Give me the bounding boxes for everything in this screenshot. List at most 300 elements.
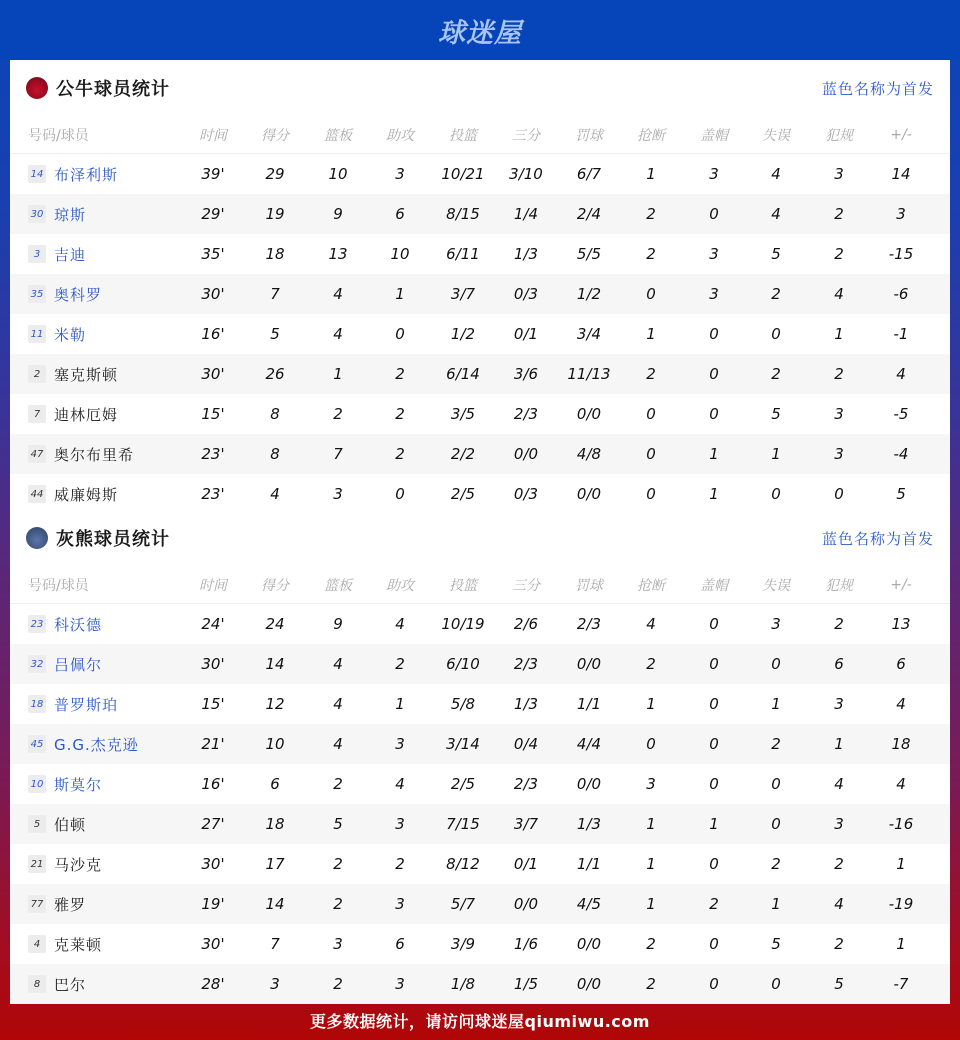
stat-cell: 0: [709, 695, 719, 713]
player-row[interactable]: [10, 154, 950, 194]
stat-cell: 2: [771, 735, 781, 753]
stat-cell: 4: [646, 615, 656, 633]
stat-cell: 2: [646, 205, 656, 223]
stat-cell: 13: [891, 615, 911, 633]
stat-cell: 4: [834, 895, 844, 913]
stat-cell: 0: [646, 735, 656, 753]
stat-cell: 2/3: [513, 655, 539, 673]
stat-cell: 2: [834, 245, 844, 263]
stat-cell: 0: [771, 775, 781, 793]
player-row[interactable]: [10, 194, 950, 234]
stat-cell: 2/2: [450, 445, 476, 463]
column-header: 三分: [512, 577, 540, 594]
stat-cell: 5/7: [450, 895, 476, 913]
column-header: 投篮: [449, 577, 477, 594]
stat-cell: 30': [201, 855, 225, 873]
stat-cell: 21': [201, 735, 225, 753]
stat-cell: 1/5: [513, 975, 539, 993]
starter-legend-note: 蓝色名称为首发: [821, 529, 934, 548]
column-header: 时间: [199, 577, 227, 594]
stat-cell: 13: [328, 245, 348, 263]
player-row[interactable]: [10, 884, 950, 924]
jersey-number-badge: 32: [28, 655, 46, 673]
stat-cell: 16': [201, 325, 225, 343]
stat-cell: 15': [201, 405, 225, 423]
jersey-number-badge: 4: [28, 935, 46, 953]
stat-cell: 4: [834, 285, 844, 303]
stat-cell: -16: [888, 815, 914, 833]
stat-cell: 1/4: [513, 205, 539, 223]
stat-cell: 1: [709, 485, 719, 503]
stat-cell: 23': [201, 485, 225, 503]
stat-cell: 2/4: [576, 205, 602, 223]
player-name-link[interactable]: 伯顿: [54, 815, 87, 834]
site-logo: 球迷屋: [438, 17, 522, 49]
player-cell: [10, 694, 185, 715]
stat-cell: 4: [834, 775, 844, 793]
player-name-link[interactable]: 普罗斯珀: [54, 695, 119, 714]
stat-cell: 3: [834, 445, 844, 463]
player-name-link[interactable]: 布泽利斯: [54, 165, 119, 184]
stat-cell: 2: [646, 245, 656, 263]
player-cell: [10, 364, 185, 385]
player-cell: [10, 774, 185, 795]
stat-cell: 2: [771, 365, 781, 383]
stat-cell: 3: [333, 935, 343, 953]
stat-cell: 4: [333, 735, 343, 753]
stat-cell: 0: [646, 445, 656, 463]
player-row[interactable]: [10, 804, 950, 844]
stat-cell: 4: [896, 695, 906, 713]
stat-cell: 29: [265, 165, 285, 183]
jersey-number-badge: 2: [28, 365, 46, 383]
stat-cell: 4: [270, 485, 280, 503]
stat-cell: 2: [646, 975, 656, 993]
stat-cell: 30': [201, 285, 225, 303]
stat-cell: 2: [646, 935, 656, 953]
player-name-link[interactable]: 威廉姆斯: [54, 485, 119, 504]
player-name-link[interactable]: 雅罗: [54, 895, 87, 914]
stat-cell: 1/1: [576, 695, 602, 713]
stat-cell: 1: [771, 695, 781, 713]
stat-cell: 3/7: [450, 285, 476, 303]
stat-cell: 24: [265, 615, 285, 633]
stat-cell: 2: [395, 855, 405, 873]
stat-cell: 2: [834, 935, 844, 953]
stat-cell: 30': [201, 935, 225, 953]
grizzlies-logo-icon: [26, 527, 48, 549]
stat-cell: 1/3: [576, 815, 602, 833]
stat-cell: 5: [270, 325, 280, 343]
stat-cell: 30': [201, 655, 225, 673]
stat-cell: 2: [333, 405, 343, 423]
player-row[interactable]: [10, 354, 950, 394]
stat-cell: 1: [709, 445, 719, 463]
stat-cell: 3/6: [513, 365, 539, 383]
stat-cell: 1: [834, 735, 844, 753]
stat-cell: 2: [834, 205, 844, 223]
stat-cell: 15': [201, 695, 225, 713]
stat-cell: 6/7: [576, 165, 602, 183]
player-name-link[interactable]: 吕佩尔: [54, 655, 103, 674]
stat-cell: 0: [709, 325, 719, 343]
stat-cell: 0: [771, 485, 781, 503]
stat-cell: 7/15: [446, 815, 480, 833]
player-row[interactable]: [10, 434, 950, 474]
player-name-link[interactable]: 马沙克: [54, 855, 103, 874]
player-name-link[interactable]: 琼斯: [54, 205, 87, 224]
stat-cell: 3/9: [450, 935, 476, 953]
stat-cell: 3: [395, 165, 405, 183]
stat-cell: 0/0: [576, 485, 602, 503]
stat-cell: 1/3: [513, 695, 539, 713]
stat-cell: 7: [333, 445, 343, 463]
player-row[interactable]: [10, 234, 950, 274]
stat-cell: 3: [395, 975, 405, 993]
stat-cell: 2: [771, 285, 781, 303]
jersey-number-badge: 7: [28, 405, 46, 423]
stat-cell: 0: [771, 325, 781, 343]
stat-cell: 1/1: [576, 855, 602, 873]
player-name-link[interactable]: 米勒: [54, 325, 87, 344]
stat-cell: 2: [395, 445, 405, 463]
team-stats-title: 公牛球员统计: [56, 79, 170, 100]
stat-cell: 1: [896, 855, 906, 873]
jersey-number-badge: 35: [28, 285, 46, 303]
stat-cell: 3/7: [513, 815, 539, 833]
stat-cell: 6: [834, 655, 844, 673]
player-name-link[interactable]: 奥科罗: [54, 285, 103, 304]
column-header: 犯规: [825, 127, 853, 144]
stat-cell: -5: [893, 405, 909, 423]
stat-cell: 2/3: [513, 775, 539, 793]
stat-cell: 0: [709, 655, 719, 673]
stat-cell: 0/1: [513, 855, 539, 873]
player-row[interactable]: [10, 644, 950, 684]
player-row[interactable]: [10, 844, 950, 884]
stat-cell: 3: [834, 405, 844, 423]
stat-cell: 4: [771, 205, 781, 223]
player-name-link[interactable]: 奥尔布里希: [54, 445, 135, 464]
stat-cell: 4/5: [576, 895, 602, 913]
stat-cell: 2: [834, 615, 844, 633]
player-cell: [10, 244, 185, 265]
stat-cell: 2: [333, 895, 343, 913]
column-header: 助攻: [386, 127, 414, 144]
stat-cell: 3: [395, 735, 405, 753]
stat-cell: 0: [395, 325, 405, 343]
player-cell: [10, 404, 185, 425]
column-header: 三分: [512, 127, 540, 144]
column-header-player: 号码/球员: [28, 577, 89, 594]
jersey-number-badge: 3: [28, 245, 46, 263]
stat-cell: 3: [270, 975, 280, 993]
jersey-number-badge: 44: [28, 485, 46, 503]
stat-cell: 0: [709, 975, 719, 993]
column-header: 罚球: [575, 127, 603, 144]
grizzlies-section: [10, 510, 950, 1004]
stat-cell: 0: [709, 935, 719, 953]
player-row[interactable]: [10, 394, 950, 434]
stat-cell: 0: [395, 485, 405, 503]
stat-cell: 10: [390, 245, 410, 263]
stat-cell: 7: [270, 285, 280, 303]
stat-cell: 19': [201, 895, 225, 913]
stat-cell: 1: [646, 695, 656, 713]
table-header-row: [10, 566, 950, 604]
stat-cell: 2: [834, 855, 844, 873]
stat-cell: 0/0: [576, 655, 602, 673]
stat-cell: 1/2: [450, 325, 476, 343]
player-cell: [10, 934, 185, 955]
stat-cell: 6: [896, 655, 906, 673]
stat-cell: 3/5: [450, 405, 476, 423]
stat-cell: 0/3: [513, 285, 539, 303]
stat-cell: 1: [771, 895, 781, 913]
stat-cell: 4: [333, 655, 343, 673]
player-row[interactable]: [10, 314, 950, 354]
stat-cell: 4: [896, 775, 906, 793]
stat-cell: 3: [395, 815, 405, 833]
stat-cell: 28': [201, 975, 225, 993]
player-row[interactable]: [10, 684, 950, 724]
stat-cell: 23': [201, 445, 225, 463]
stats-card: [10, 60, 950, 1000]
player-cell: [10, 484, 185, 505]
stat-cell: 6: [270, 775, 280, 793]
footer-banner[interactable]: [0, 1000, 960, 1040]
jersey-number-badge: 23: [28, 615, 46, 633]
column-header: +/-: [890, 126, 912, 143]
jersey-number-badge: 11: [28, 325, 46, 343]
stat-cell: 29': [201, 205, 225, 223]
stat-cell: 0/1: [513, 325, 539, 343]
stat-cell: 5: [896, 485, 906, 503]
stat-cell: 6/14: [446, 365, 480, 383]
stat-cell: 35': [201, 245, 225, 263]
player-row[interactable]: [10, 964, 950, 1004]
stat-cell: 4: [395, 775, 405, 793]
stat-cell: 1/8: [450, 975, 476, 993]
stat-cell: 14: [265, 655, 285, 673]
stat-cell: 4: [395, 615, 405, 633]
stat-cell: 10: [328, 165, 348, 183]
top-bar: [0, 0, 960, 60]
jersey-number-badge: 8: [28, 975, 46, 993]
column-header: 犯规: [825, 577, 853, 594]
player-cell: [10, 814, 185, 835]
player-row[interactable]: [10, 604, 950, 644]
stat-cell: 0: [709, 735, 719, 753]
section-title: [26, 525, 170, 551]
stat-cell: 1/3: [513, 245, 539, 263]
stat-cell: -1: [893, 325, 909, 343]
stat-cell: 3/4: [576, 325, 602, 343]
stat-cell: 18: [891, 735, 911, 753]
column-header: 盖帽: [700, 127, 728, 144]
stat-cell: 1: [395, 695, 405, 713]
player-cell: [10, 324, 185, 345]
stat-cell: 3/14: [446, 735, 480, 753]
stat-cell: 2/5: [450, 775, 476, 793]
stat-cell: 0: [709, 775, 719, 793]
stat-cell: 12: [265, 695, 285, 713]
stat-cell: 2: [333, 855, 343, 873]
stat-cell: 3: [709, 245, 719, 263]
player-cell: [10, 974, 185, 995]
stat-cell: -15: [888, 245, 914, 263]
stat-cell: 3: [771, 615, 781, 633]
jersey-number-badge: 30: [28, 205, 46, 223]
stat-cell: 10/21: [441, 165, 485, 183]
player-cell: [10, 894, 185, 915]
player-row[interactable]: [10, 764, 950, 804]
stat-cell: 8/12: [446, 855, 480, 873]
stat-cell: 11/13: [567, 365, 611, 383]
stat-cell: 8: [270, 405, 280, 423]
jersey-number-badge: 10: [28, 775, 46, 793]
player-cell: [10, 734, 185, 755]
footer-text[interactable]: 更多数据统计，请访问球迷屋qiumiwu.com: [310, 1011, 650, 1031]
stat-cell: 5: [771, 245, 781, 263]
stat-cell: 1: [646, 325, 656, 343]
column-header: 抢断: [637, 577, 665, 594]
stat-cell: 3: [395, 895, 405, 913]
bulls-section: [10, 60, 950, 514]
column-header: 得分: [261, 577, 289, 594]
stat-cell: 2/3: [513, 405, 539, 423]
player-name-link[interactable]: G.G.杰克逊: [54, 735, 139, 754]
stat-cell: 30': [201, 365, 225, 383]
stat-cell: -7: [893, 975, 909, 993]
stat-cell: 0: [834, 485, 844, 503]
stat-cell: 16': [201, 775, 225, 793]
column-header: 篮板: [324, 127, 352, 144]
player-name-link[interactable]: 吉迪: [54, 245, 87, 264]
stat-cell: 4: [333, 695, 343, 713]
stat-cell: 0: [709, 615, 719, 633]
player-name-link[interactable]: 克莱顿: [54, 935, 103, 954]
column-header: 得分: [261, 127, 289, 144]
player-cell: [10, 444, 185, 465]
column-header: 失误: [762, 577, 790, 594]
stat-cell: 10: [265, 735, 285, 753]
stat-cell: 3: [333, 485, 343, 503]
stat-cell: 2/5: [450, 485, 476, 503]
stat-cell: -6: [893, 285, 909, 303]
stat-cell: 39': [201, 165, 225, 183]
stat-cell: 2: [333, 975, 343, 993]
stat-cell: 19: [265, 205, 285, 223]
player-cell: [10, 614, 185, 635]
stat-cell: 0: [709, 855, 719, 873]
stat-cell: 5/8: [450, 695, 476, 713]
stat-cell: 4: [333, 285, 343, 303]
player-cell: [10, 284, 185, 305]
section-header: [10, 60, 950, 116]
stat-cell: 2: [646, 365, 656, 383]
stat-cell: 2: [771, 855, 781, 873]
player-cell: [10, 654, 185, 675]
stat-cell: 5: [771, 935, 781, 953]
stat-cell: 1: [834, 325, 844, 343]
column-header: 抢断: [637, 127, 665, 144]
stat-cell: 4/4: [576, 735, 602, 753]
stat-cell: 3/10: [509, 165, 543, 183]
stat-cell: 0/0: [576, 975, 602, 993]
player-name-link[interactable]: 塞克斯顿: [54, 365, 119, 384]
stat-cell: 0: [709, 365, 719, 383]
jersey-number-badge: 77: [28, 895, 46, 913]
player-row[interactable]: [10, 274, 950, 314]
column-header: 篮板: [324, 577, 352, 594]
stat-cell: 2: [395, 405, 405, 423]
stat-cell: 2/6: [513, 615, 539, 633]
stat-cell: 27': [201, 815, 225, 833]
column-header: 盖帽: [700, 577, 728, 594]
stat-cell: 26: [265, 365, 285, 383]
player-row[interactable]: [10, 474, 950, 514]
bulls-logo-icon: [26, 77, 48, 99]
stat-cell: 6: [395, 205, 405, 223]
player-row[interactable]: [10, 724, 950, 764]
stat-cell: 2: [709, 895, 719, 913]
player-name-link[interactable]: 科沃德: [54, 615, 103, 634]
stat-cell: 5: [771, 405, 781, 423]
stat-cell: 24': [201, 615, 225, 633]
stat-cell: 1: [771, 445, 781, 463]
stat-cell: 1: [896, 935, 906, 953]
column-header: 时间: [199, 127, 227, 144]
jersey-number-badge: 47: [28, 445, 46, 463]
player-cell: [10, 204, 185, 225]
stat-cell: 0: [709, 205, 719, 223]
stat-cell: 1/2: [576, 285, 602, 303]
stat-cell: 0: [646, 485, 656, 503]
player-name-link[interactable]: 迪林厄姆: [54, 405, 119, 424]
stat-cell: 7: [270, 935, 280, 953]
stat-cell: 0/0: [576, 775, 602, 793]
stat-cell: 1: [395, 285, 405, 303]
stat-cell: 3: [834, 165, 844, 183]
stat-cell: 8/15: [446, 205, 480, 223]
stat-cell: 2: [646, 655, 656, 673]
stat-cell: 10/19: [441, 615, 485, 633]
stat-cell: 4: [896, 365, 906, 383]
stat-cell: 1/6: [513, 935, 539, 953]
player-name-link[interactable]: 斯莫尔: [54, 775, 103, 794]
jersey-number-badge: 45: [28, 735, 46, 753]
stat-cell: 0: [771, 815, 781, 833]
player-row[interactable]: [10, 924, 950, 964]
stat-cell: 1: [646, 815, 656, 833]
column-header-player: 号码/球员: [28, 127, 89, 144]
stat-cell: 1: [646, 895, 656, 913]
stat-cell: 18: [265, 815, 285, 833]
table-header-row: [10, 116, 950, 154]
stat-cell: 1: [646, 855, 656, 873]
stat-cell: 4: [771, 165, 781, 183]
stat-cell: 18: [265, 245, 285, 263]
stat-cell: 0/4: [513, 735, 539, 753]
stat-cell: 3: [896, 205, 906, 223]
player-cell: [10, 854, 185, 875]
stat-cell: 3: [709, 285, 719, 303]
section-title: [26, 75, 170, 101]
stat-cell: 3: [834, 695, 844, 713]
jersey-number-badge: 14: [28, 165, 46, 183]
player-name-link[interactable]: 巴尔: [54, 975, 87, 994]
